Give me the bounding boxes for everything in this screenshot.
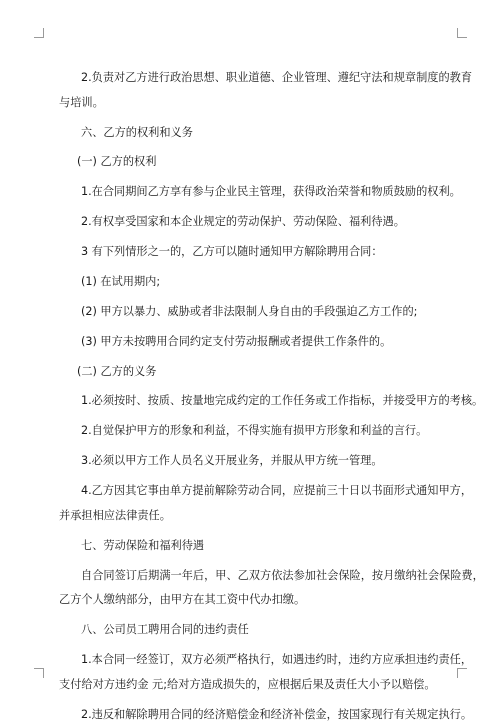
text-line: 乙方个人缴纳部分，由甲方在其工资中代办扣缴。 xyxy=(59,588,439,613)
text-line: 与培训。 xyxy=(59,91,439,116)
subsection-heading: (一) 乙方的权利 xyxy=(59,150,439,175)
text-line: 1.本合同一经签订，双方必须严格执行，如遇违约时，违约方应承担违约责任， xyxy=(59,648,439,673)
corner-mark-top-left xyxy=(34,28,44,38)
text-line: 1.在合同期间乙方享有参与企业民主管理，获得政治荣誉和物质鼓励的权利。 xyxy=(59,180,439,205)
text-line: 2.有权享受国家和本企业规定的劳动保护、劳动保险、福利待遇。 xyxy=(59,210,439,235)
text-line: 2.自觉保护甲方的形象和利益，不得实施有损甲方形象和利益的言行。 xyxy=(59,419,439,444)
text-line: 4.乙方因其它事由单方提前解除劳动合同，应提前三十日以书面形式通知甲方， xyxy=(59,479,439,504)
text-line: (2) 甲方以暴力、威胁或者非法限制人身自由的手段强迫乙方工作的; xyxy=(59,300,439,325)
text-line: 2.负责对乙方进行政治思想、职业道德、企业管理、遵纪守法和规章制度的教育 xyxy=(59,66,439,91)
text-line: 并承担相应法律责任。 xyxy=(59,504,439,529)
text-line: (1) 在试用期内; xyxy=(59,270,439,295)
text-line: 支付给对方违约金 元;给对方造成损失的，应根据后果及责任大小予以赔偿。 xyxy=(59,673,439,698)
text-line: 1.必须按时、按质、按量地完成约定的工作任务或工作指标，并接受甲方的考核。 xyxy=(59,389,439,414)
corner-mark-top-right xyxy=(457,28,467,38)
corner-mark-bottom-left xyxy=(34,668,44,678)
subsection-heading: (二) 乙方的义务 xyxy=(59,360,439,385)
section-heading: 七、劳动保险和福利待遇 xyxy=(59,534,439,559)
text-line: 2.违反和解除聘用合同的经济赔偿金和经济补偿金，按国家现行有关规定执行。 xyxy=(59,703,439,727)
document-page xyxy=(59,66,439,727)
section-heading: 八、公司员工聘用合同的违约责任 xyxy=(59,618,439,643)
text-line: 3.必须以甲方工作人员名义开展业务，并服从甲方统一管理。 xyxy=(59,449,439,474)
text-line: (3) 甲方未按聘用合同约定支付劳动报酬或者提供工作条件的。 xyxy=(59,330,439,355)
text-line: 自合同签订后期满一年后，甲、乙双方依法参加社会保险，按月缴纳社会保险费， xyxy=(59,564,439,589)
section-heading: 六、乙方的权利和义务 xyxy=(59,121,439,146)
text-line: 3 有下列情形之一的，乙方可以随时通知甲方解除聘用合同： xyxy=(59,240,439,265)
